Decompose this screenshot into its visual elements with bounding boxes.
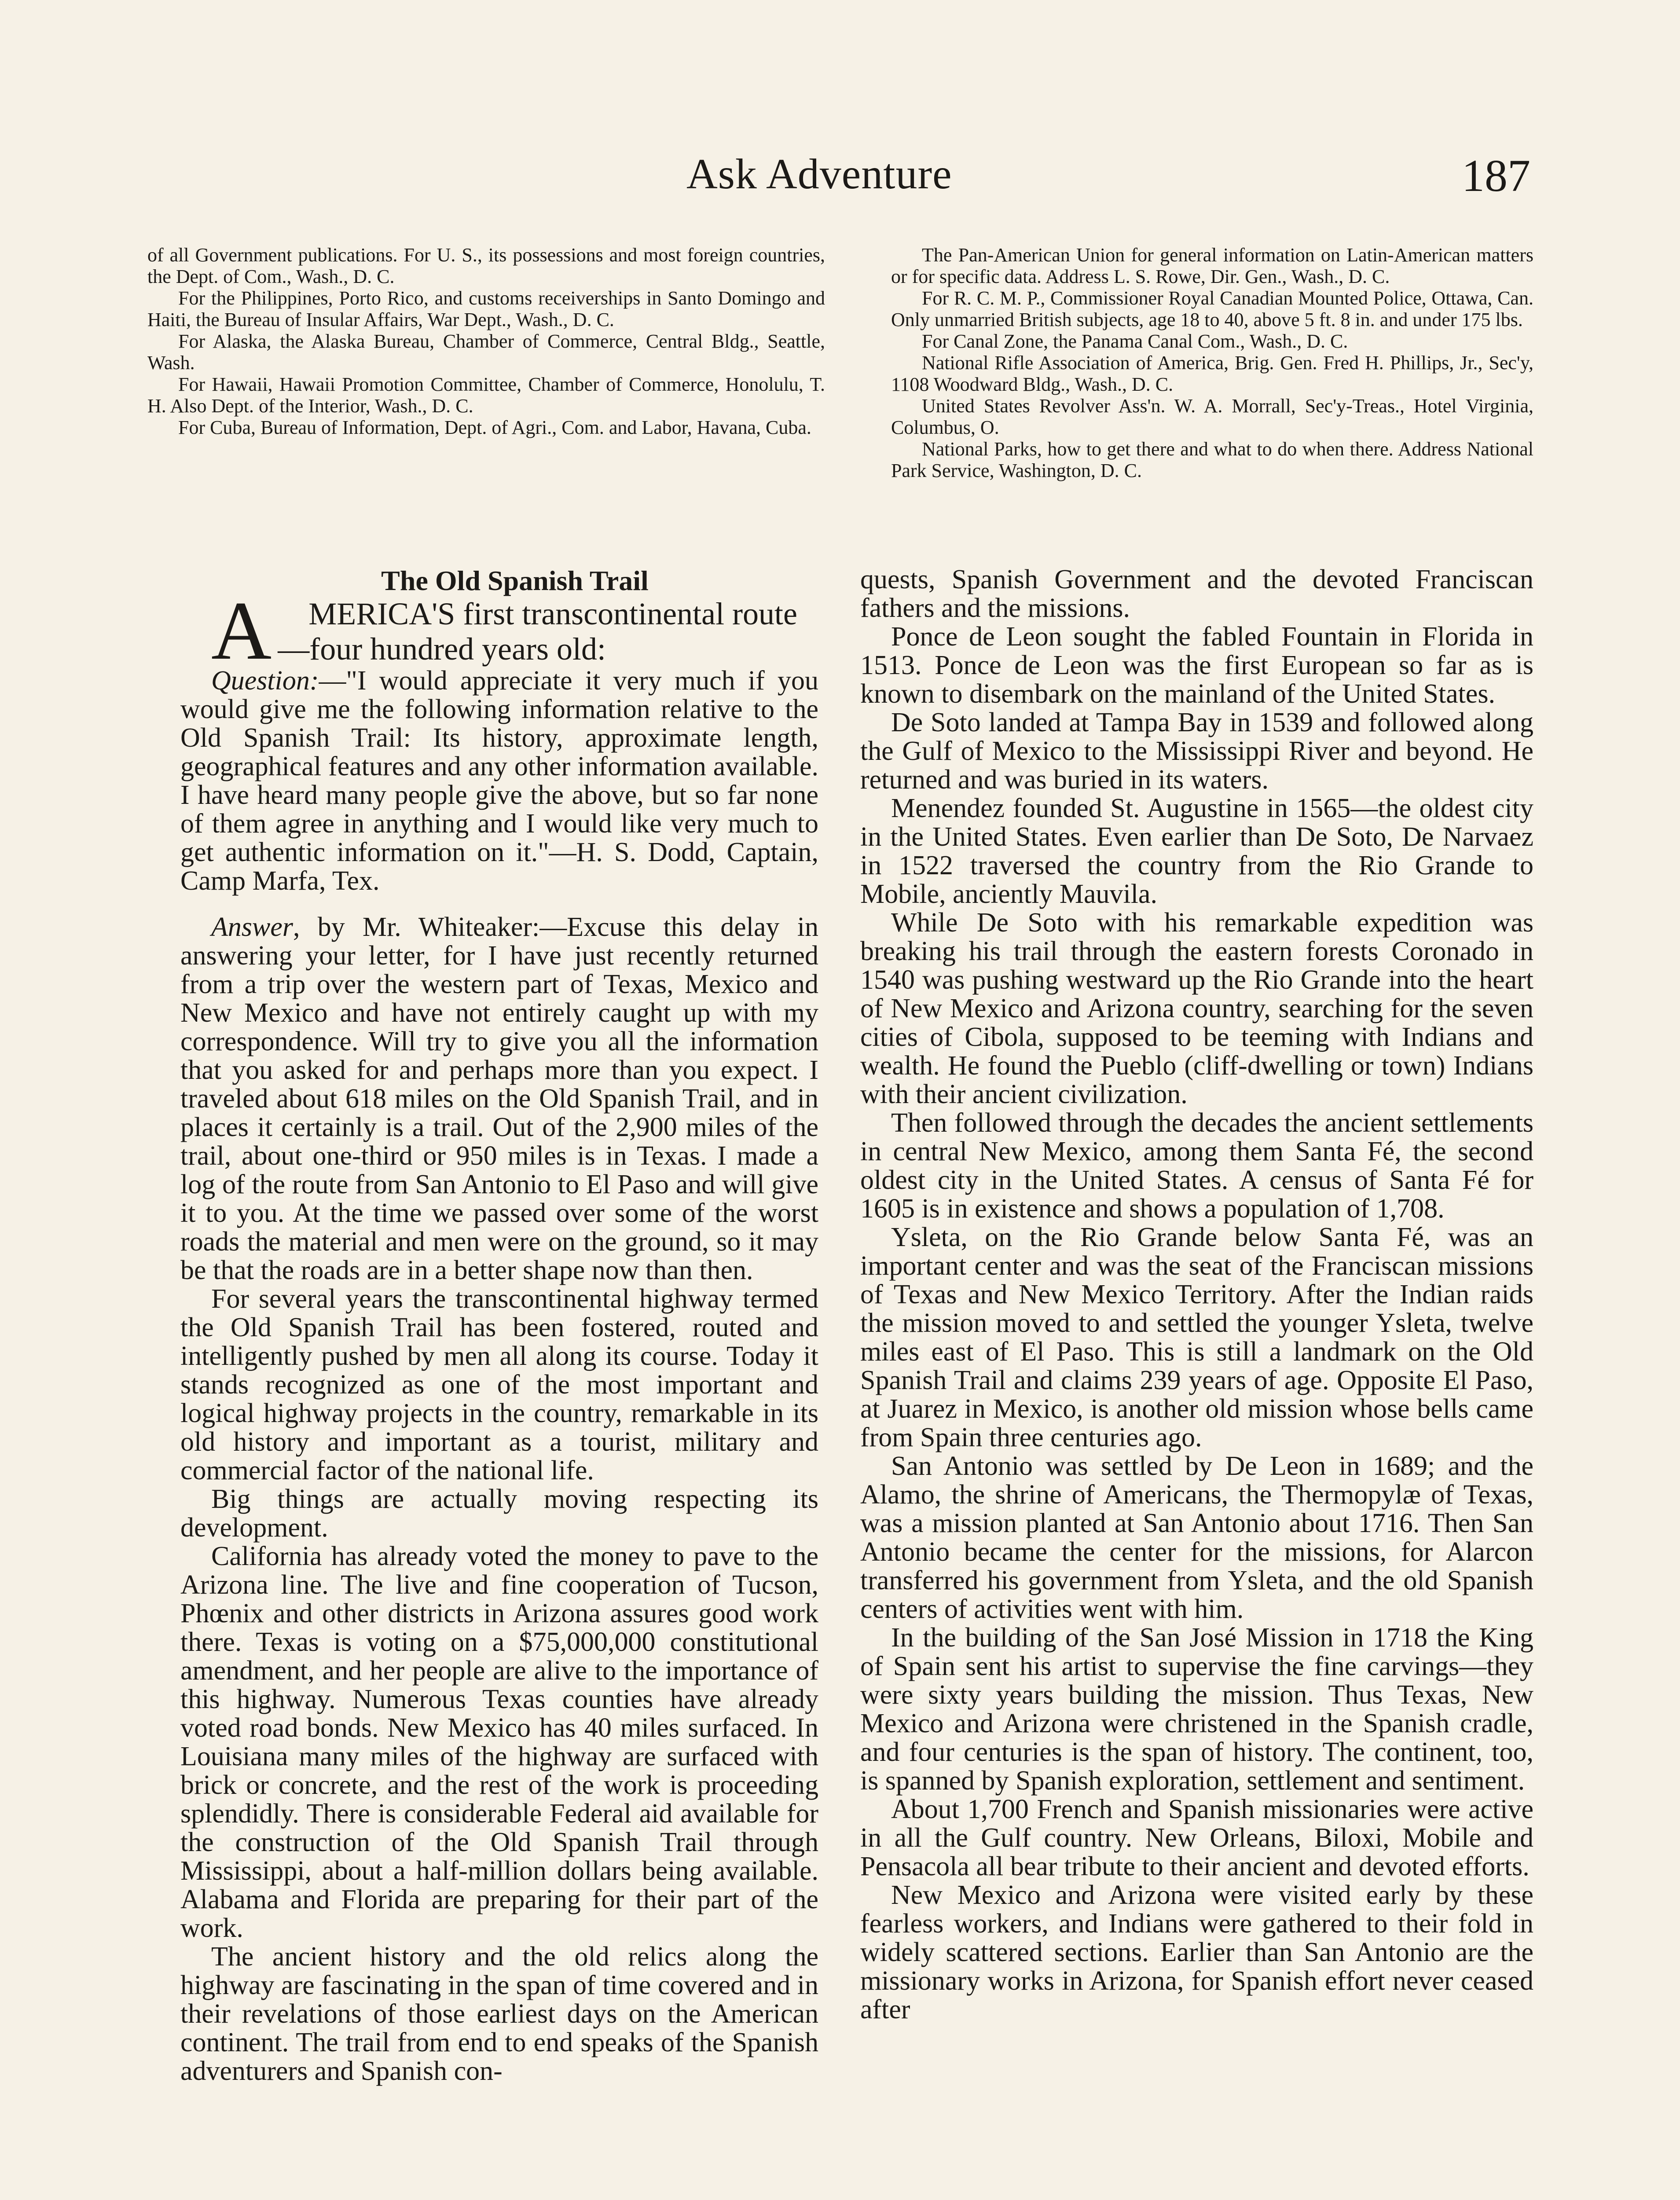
directory-entry: For Hawaii, Hawaii Promotion Committee, Chamber of Commerce, Honolulu, T. H. Also Dept. of the Interior, Wash., D. C. — [147, 374, 825, 417]
directory-entry: For Alaska, the Alaska Bureau, Chamber of Commerce, Central Bldg., Seattle, Wash. — [147, 330, 825, 374]
directory-left-column — [147, 244, 825, 438]
directory-right-column — [891, 244, 1533, 481]
article-title: The Old Spanish Trail — [381, 565, 649, 596]
continued-paragraph: quests, Spanish Government and the devoted Franciscan fathers and the missions. — [860, 565, 1533, 623]
answer-label: Answer — [211, 912, 293, 942]
directory-entry: National Parks, how to get there and what to do when there. Address National Park Service, Washington, D. C. — [891, 438, 1533, 481]
question-text: —"I would appreciate it very much if you would give me the following information relative to the Old Spanish Trail: Its history, approximate length, geographical features and any other information available. I have heard many people give the above, but so far none of them agree in anything and I would like very much to get authentic information on it."—H. S. Dodd, Captain, Camp Marfa, Tex. — [180, 666, 818, 896]
directory-entry: For Cuba, Bureau of Information, Dept. of Agri., Com. and Labor, Havana, Cuba. — [178, 417, 811, 438]
directory-entry: United States Revolver Ass'n. W. A. Morrall, Sec'y-Treas., Hotel Virginia, Columbus, O. — [891, 395, 1533, 438]
article-left-column — [180, 565, 818, 2086]
body-paragraph: About 1,700 French and Spanish missionaries were active in all the Gulf country. New Orleans, Biloxi, Mobile and Pensacola all bear tribute to their ancient and devoted efforts. — [860, 1794, 1533, 1881]
body-paragraph: Ponce de Leon sought the fabled Fountain in Florida in 1513. Ponce de Leon was the first European so far as is known to disembark on the mainland of the United States. — [860, 622, 1533, 709]
body-paragraph: In the building of the San José Mission in 1718 the King of Spain sent his artist to supervise the fine carvings—they were sixty years building the mission. Thus Texas, New Mexico and Arizona were christened in the Spanish cradle, and four centuries is the span of history. The continent, too, is spanned by Spanish exploration, settlement and sentiment. — [860, 1623, 1533, 1796]
body-paragraph: Menendez founded St. Augustine in 1565—the oldest city in the United States. Even earlier than De Soto, De Narvaez in 1522 traversed the country from the Rio Grande to Mobile, anciently Mauvila. — [860, 793, 1533, 909]
body-paragraph: California has already voted the money to pave to the Arizona line. The live and fine cooperation of Tucson, Phœnix and other districts in Arizona assures good work there. Texas is voting on a $75,000,000 constitutional amendment, and her people are alive to the importance of this highway. Numerous Texas counties have already voted road bonds. New Mexico has 40 miles surfaced. In Louisiana many miles of the highway are surfaced with brick or concrete, and the rest of the work is proceeding splendidly. There is considerable Federal aid available for the construction of the Old Spanish Trail through Mississippi, about a half-million dollars being available. Alabama and Florida are preparing for their part of the work. — [180, 1541, 818, 1943]
answer-text: , by Mr. Whiteaker:—Excuse this delay in answering your letter, for I have just recently returned from a trip over the western part of Texas, Mexico and New Mexico and have not entirely caught up with my correspondence. Will try to give you all the information that you asked for and perhaps more than you expect. I traveled about 618 miles on the Old Spanish Trail, and in places it certainly is a trail. Out of the 2,900 miles of the trail, about one-third or 950 miles is in Texas. I made a log of the route from San Antonio to El Paso and will give it to you. At the time we passed over some of the worst roads the material and men were on the ground, so it may be that the roads are in a better shape now than then. — [180, 912, 818, 1285]
directory-entry: The Pan-American Union for general information on Latin-American matters or for specific data. Address L. S. Rowe, Dir. Gen., Wash., D. C. — [891, 244, 1533, 287]
page-number: 187 — [1462, 150, 1530, 201]
directory-entry: National Rifle Association of America, Brig. Gen. Fred H. Phillips, Jr., Sec'y, 1108 Woodward Bldg., Wash., D. C. — [891, 352, 1533, 395]
directory-entry: For the Philippines, Porto Rico, and customs receiverships in Santo Domingo and Haiti, the Bureau of Insular Affairs, War Dept., Wash., D. C. — [147, 287, 825, 330]
article-lead — [180, 585, 818, 677]
body-paragraph: De Soto landed at Tampa Bay in 1539 and followed along the Gulf of Mexico to the Mississippi River and beyond. He returned and was buried in its waters. — [860, 708, 1533, 795]
directory-entry: For Canal Zone, the Panama Canal Com., Wash., D. C. — [922, 330, 1348, 352]
body-paragraph: While De Soto with his remarkable expedition was breaking his trail through the eastern forests Coronado in 1540 was pushing westward up the Rio Grande into the heart of New Mexico and Arizona country, searching for the seven cities of Cibola, supposed to be teeming with Indians and wealth. He found the Pueblo (cliff-dwelling or town) Indians with their ancient civilization. — [860, 908, 1533, 1109]
body-paragraph: Then followed through the decades the ancient settlements in central New Mexico, among them Santa Fé, the second oldest city in the United States. A census of Santa Fé for 1605 is in existence and shows a population of 1,708. — [860, 1108, 1533, 1224]
running-head: Ask Adventure — [686, 150, 952, 198]
answer-paragraph — [180, 913, 818, 1285]
question-paragraph — [180, 667, 818, 895]
body-paragraph: For several years the transcontinental highway termed the Old Spanish Trail has been fostered, routed and intelligently pushed by men all along its course. Today it stands recognized as one of the most important and logical highway projects in the country, remarkable in its old history and important as a tourist, military and commercial factor of the national life. — [180, 1284, 818, 1485]
body-paragraph: Big things are actually moving respecting its development. — [180, 1484, 818, 1543]
directory-entry: For R. C. M. P., Commissioner Royal Canadian Mounted Police, Ottawa, Can. Only unmarried British subjects, age 18 to 40, above 5 ft. 8 in. and under 175 lbs. — [891, 287, 1533, 330]
question-label: Question: — [211, 666, 319, 696]
lead-text: MERICA'S first transcontinental route —four hundred years old: — [278, 596, 798, 667]
directory-entry: of all Government publications. For U. S., its possessions and most foreign countries, the Dept. of Com., Wash., D. C. — [147, 244, 825, 287]
drop-cap: A — [211, 585, 272, 677]
body-paragraph: New Mexico and Arizona were visited early by these fearless workers, and Indians were gathered to their fold in widely scattered sections. Earlier than San Antonio are the missionary works in Arizona, for Spanish effort never ceased after — [860, 1880, 1533, 2024]
article-right-column — [860, 565, 1533, 2024]
body-paragraph: The ancient history and the old relics along the highway are fascinating in the span of time covered and in their revelations of those earliest days on the American continent. The trail from end to end speaks of the Spanish adventurers and Spanish con- — [180, 1942, 818, 2086]
body-paragraph: Ysleta, on the Rio Grande below Santa Fé, was an important center and was the seat of the Franciscan missions of Texas and New Mexico Territory. After the Indian raids the mission moved to and settled the younger Ysleta, twelve miles east of El Paso. This is still a landmark on the Old Spanish Trail and claims 239 years of age. Opposite El Paso, at Juarez in Mexico, is another old mission whose bells came from Spain three centuries ago. — [860, 1222, 1533, 1452]
body-paragraph: San Antonio was settled by De Leon in 1689; and the Alamo, the shrine of Americans, the Thermopylæ of Texas, was a mission planted at San Antonio about 1716. Then San Antonio became the center for the missions, for Alarcon transferred his government from Ysleta, and the old Spanish centers of activities went with him. — [860, 1451, 1533, 1624]
